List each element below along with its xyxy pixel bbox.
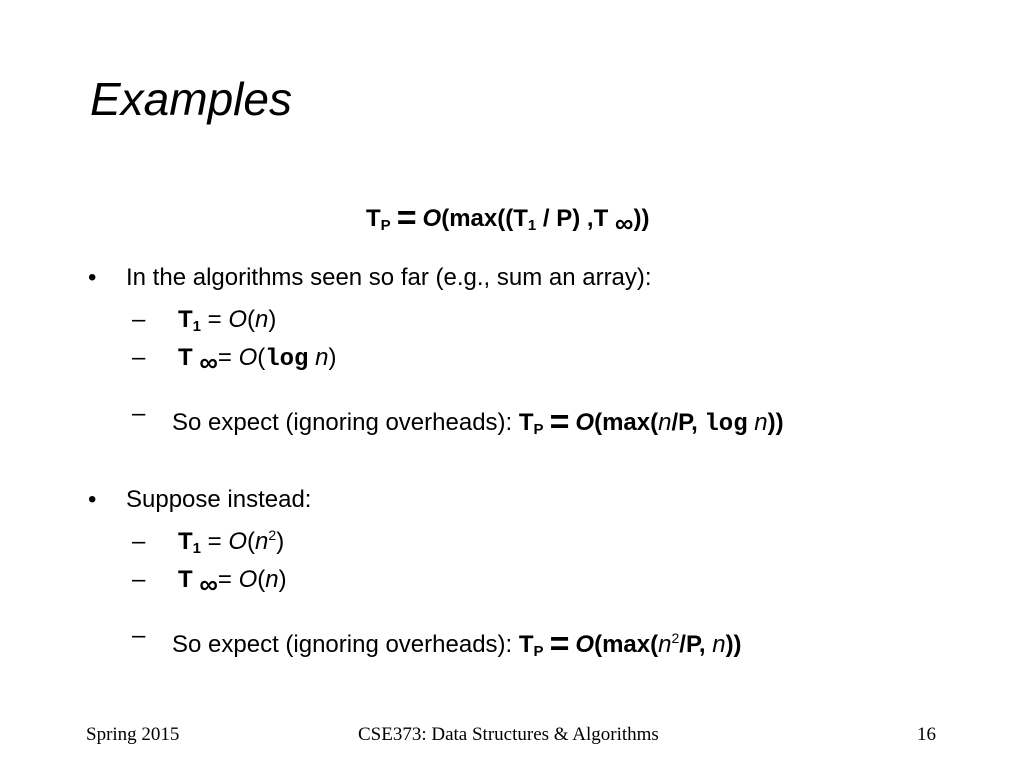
footer-date: Spring 2015 <box>86 724 180 745</box>
infinity-symbol: ∞ <box>614 208 634 238</box>
sub-dash: – <box>132 306 146 333</box>
bullet-2-expect: So expect (ignoring overheads): $T_P = O(\max(n^2/P$, n)) <box>172 625 742 663</box>
bullet-1-t1: $T_1 = O(n)$ <box>178 306 277 335</box>
bullet-marker: • <box>88 264 97 291</box>
sub-dash: – <box>132 400 146 427</box>
sub-dash: – <box>132 622 146 649</box>
bullet-2-tinf: T ∞= O(n) <box>178 566 287 599</box>
bullet-1-tinf: T ∞= O(log n) <box>178 344 337 377</box>
sub-dash: – <box>132 528 146 555</box>
footer-course: CSE373: Data Structures & Algorithms <box>358 724 659 745</box>
infinity-symbol: ∞ <box>199 347 218 377</box>
bullet-2-t1: $T_1 = O(n^2)$ <box>178 527 285 557</box>
footer-page-number: 16 <box>917 724 936 745</box>
bullet-marker: • <box>88 486 97 513</box>
bullet-1-text: In the algorithms seen so far (e.g., sum an array): <box>126 264 652 291</box>
sub-dash: – <box>132 344 146 371</box>
slide-title: Examples <box>90 73 292 125</box>
infinity-symbol: ∞ <box>199 569 218 599</box>
bullet-1-expect: So expect (ignoring overheads): $T_P = O(\max(n/P$, log n)) <box>172 403 784 441</box>
main-formula: $T_P = O(\max((T_1 / P)$ ,T ∞)) <box>366 199 650 238</box>
bullet-2-text: Suppose instead: <box>126 486 312 513</box>
sub-dash: – <box>132 566 146 593</box>
